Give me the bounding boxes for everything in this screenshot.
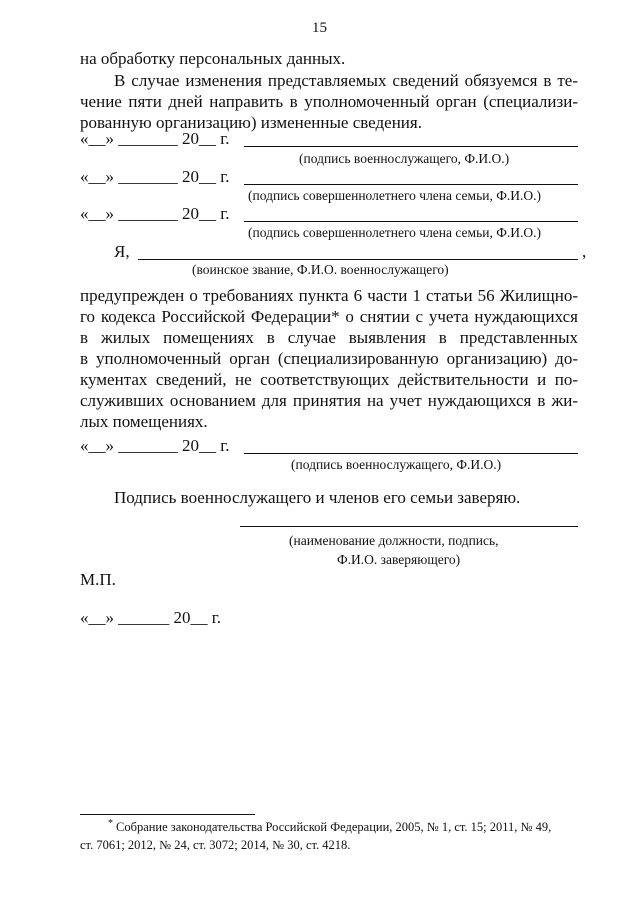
change-paragraph [80, 70, 578, 133]
warning-paragraph-line: служивших основанием для принятия на учет нуждающихся в жи- [80, 391, 578, 410]
date-field: «__» _______ 20__ г. [80, 167, 230, 186]
signature-caption: (подпись совершеннолетнего члена семьи, Ф.И.О.) [248, 225, 541, 240]
signature-caption: (подпись военнослужащего, Ф.И.О.) [299, 151, 510, 166]
footnote-line: Собрание законодательства Российской Федерации, 2005, № 1, ст. 15; 2011, № 49, [116, 820, 552, 834]
trailing-comma: , [582, 242, 587, 261]
footnote-rule [80, 814, 255, 815]
certify-line: Подпись военнослужащего и членов его семьи заверяю. [114, 488, 521, 507]
change-paragraph-line: чение пяти дней направить в уполномоченный орган (специализи- [80, 92, 578, 111]
stamp-place: М.П. [80, 570, 116, 589]
change-paragraph-line: рованную организацию) измененные сведения. [80, 113, 422, 132]
date-field: «__» _______ 20__ г. [80, 204, 230, 223]
warning-paragraph-line: в жилых помещениях в случае выявления в представленных [80, 328, 578, 347]
date-field: «__» _______ 20__ г. [80, 129, 230, 148]
warning-paragraph [80, 285, 578, 432]
change-paragraph-line: В случае изменения представляемых сведений обязуемся в те- [114, 71, 578, 90]
warning-paragraph-line: го кодекса Российской Федерации* о снятии с учета нуждающихся [80, 307, 578, 326]
certifier-line [240, 526, 578, 527]
signature-line [244, 453, 578, 454]
footnote-mark: * [108, 818, 113, 829]
warning-paragraph-line: лых помещениях. [80, 412, 208, 431]
date-field: «__» ______ 20__ г. [80, 608, 222, 627]
footnote-line: ст. 7061; 2012, № 24, ст. 3072; 2014, № 30, ст. 4218. [80, 838, 351, 852]
rank-name-line [138, 259, 578, 260]
signature-caption: (подпись совершеннолетнего члена семьи, Ф.И.О.) [248, 188, 541, 203]
warning-paragraph-line: предупрежден о требованиях пункта 6 части 1 статьи 56 Жилищно- [80, 286, 578, 305]
intro-line: на обработку персональных данных. [80, 49, 346, 68]
certifier-caption: Ф.И.О. заверяющего) [337, 552, 461, 567]
warning-paragraph-line: кументах сведений, не соответствующих действительности и по- [80, 370, 578, 389]
certifier-caption: (наименование должности, подпись, [289, 533, 499, 548]
signature-line [244, 221, 578, 222]
date-field: «__» _______ 20__ г. [80, 436, 230, 455]
signature-line [244, 146, 578, 147]
ya-label: Я, [114, 242, 130, 261]
signature-caption: (подпись военнослужащего, Ф.И.О.) [291, 457, 502, 472]
page-number: 15 [312, 20, 327, 36]
rank-name-caption: (воинское звание, Ф.И.О. военнослужащего) [192, 262, 449, 277]
warning-paragraph-line: в уполномоченный орган (специализированную организацию) до- [80, 349, 578, 368]
signature-line [244, 184, 578, 185]
